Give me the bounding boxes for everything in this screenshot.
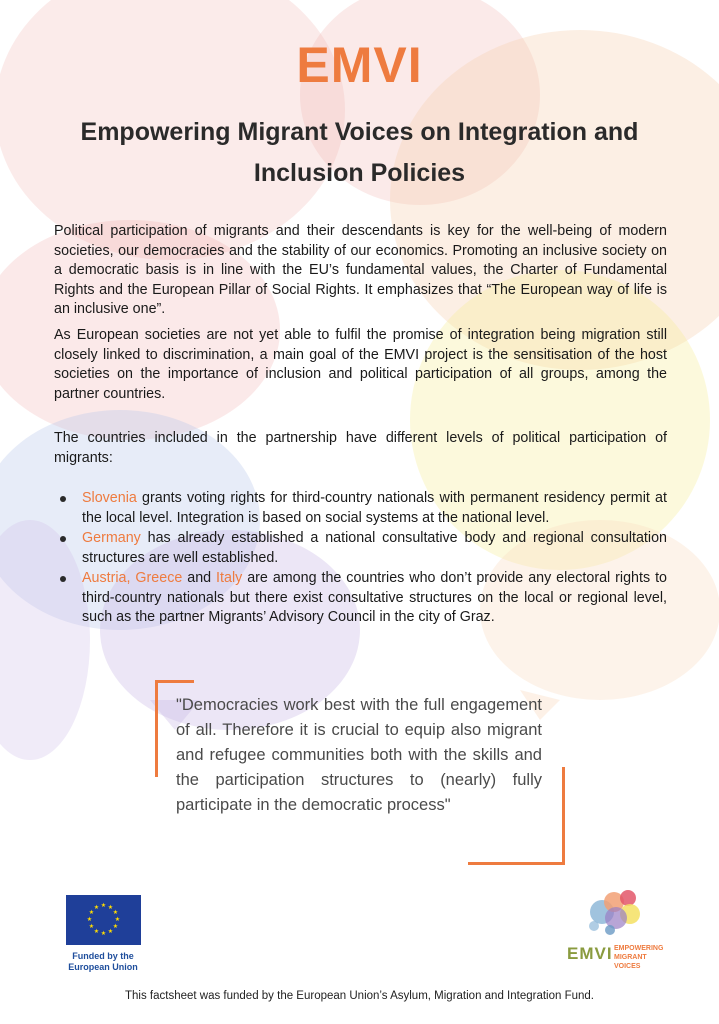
- list-item-slovenia: [54, 489, 667, 528]
- svg-text:★: ★: [93, 904, 100, 911]
- country-name: Austria, Greece: [82, 570, 183, 586]
- page-title: Empowering Migrant Voices on Integration and Inclusion Policies: [80, 118, 639, 187]
- eu-label-line1: Funded by the: [72, 951, 134, 961]
- svg-text:★: ★: [112, 923, 119, 930]
- emvi-logo-subtitle: [614, 944, 674, 971]
- eu-funding-label: [48, 951, 158, 973]
- country-connector: and: [182, 570, 217, 586]
- emvi-sub-line1: EMPOWERING: [614, 945, 664, 952]
- country-name: Slovenia: [82, 490, 137, 506]
- list-item-austria-greece-italy: [54, 569, 667, 628]
- footer-text: This factsheet was funded by the European Union’s Asylum, Migration and Integration Fund.: [124, 990, 594, 1002]
- list-item-germany: [54, 529, 667, 568]
- brand-title: EMVI: [296, 37, 423, 93]
- svg-text:★: ★: [114, 916, 121, 923]
- svg-text:★: ★: [88, 909, 95, 916]
- quote-text: "Democracies work best with the full engagement of all. Therefore it is crucial to equip also migrant and refugee communities both with the skills and the participation structures to (nearly) fully participate in the democratic process": [176, 696, 542, 814]
- svg-text:★: ★: [88, 923, 95, 930]
- svg-text:★: ★: [107, 904, 114, 911]
- svg-text:★: ★: [100, 930, 107, 937]
- country-name-italy: Italy: [216, 570, 243, 586]
- svg-text:★: ★: [86, 916, 93, 923]
- eu-flag-icon: [66, 895, 141, 945]
- countries-intro-paragraph: The countries included in the partnership have different levels of political participation of migrants:: [54, 430, 667, 466]
- bullet-icon: [60, 496, 66, 502]
- country-description: are among the countries who don’t provide any electoral rights to third-country nationals but there exist consultative structures on the local or regional level, such as the partner Migrants’ Advisory Council in the city of Graz.: [82, 570, 667, 625]
- svg-text:★: ★: [100, 902, 107, 909]
- country-list: [54, 489, 667, 629]
- country-name: Germany: [82, 530, 141, 546]
- bullet-icon: [60, 536, 66, 542]
- svg-text:★: ★: [112, 909, 119, 916]
- svg-text:★: ★: [107, 928, 114, 935]
- eu-label-line2: European Union: [68, 962, 138, 972]
- emvi-bubbles-logo-icon: [584, 888, 644, 938]
- bullet-icon: [60, 576, 66, 582]
- intro-paragraph: Political participation of migrants and their descendants is key for the well-being of modern societies, our democracies and the stability of our economics. Promoting an inclusive society on a democratic basis is in line with the EU’s fundamental values, the Charter of Fundamental Rights and the European Pillar of Social Rights. It emphasizes that “The European way of life is an inclusive one”.: [54, 223, 667, 317]
- emvi-sub-line2: MIGRANT VOICES: [614, 954, 647, 970]
- goal-paragraph: As European societies are not yet able to fulfil the promise of integration being migration still closely linked to discrimination, a main goal of the EMVI project is the sensitisation of the host societies on the importance of inclusion and political participation of all groups, among the partner countries.: [54, 327, 667, 402]
- svg-text:★: ★: [93, 928, 100, 935]
- emvi-logo-word: EMVI: [567, 944, 613, 963]
- country-description: grants voting rights for third-country nationals with permanent residency permit at the local level. Integration is based on social systems at the national level.: [82, 490, 667, 526]
- country-description: has already established a national consultative body and regional consultation structures are well established.: [82, 530, 667, 566]
